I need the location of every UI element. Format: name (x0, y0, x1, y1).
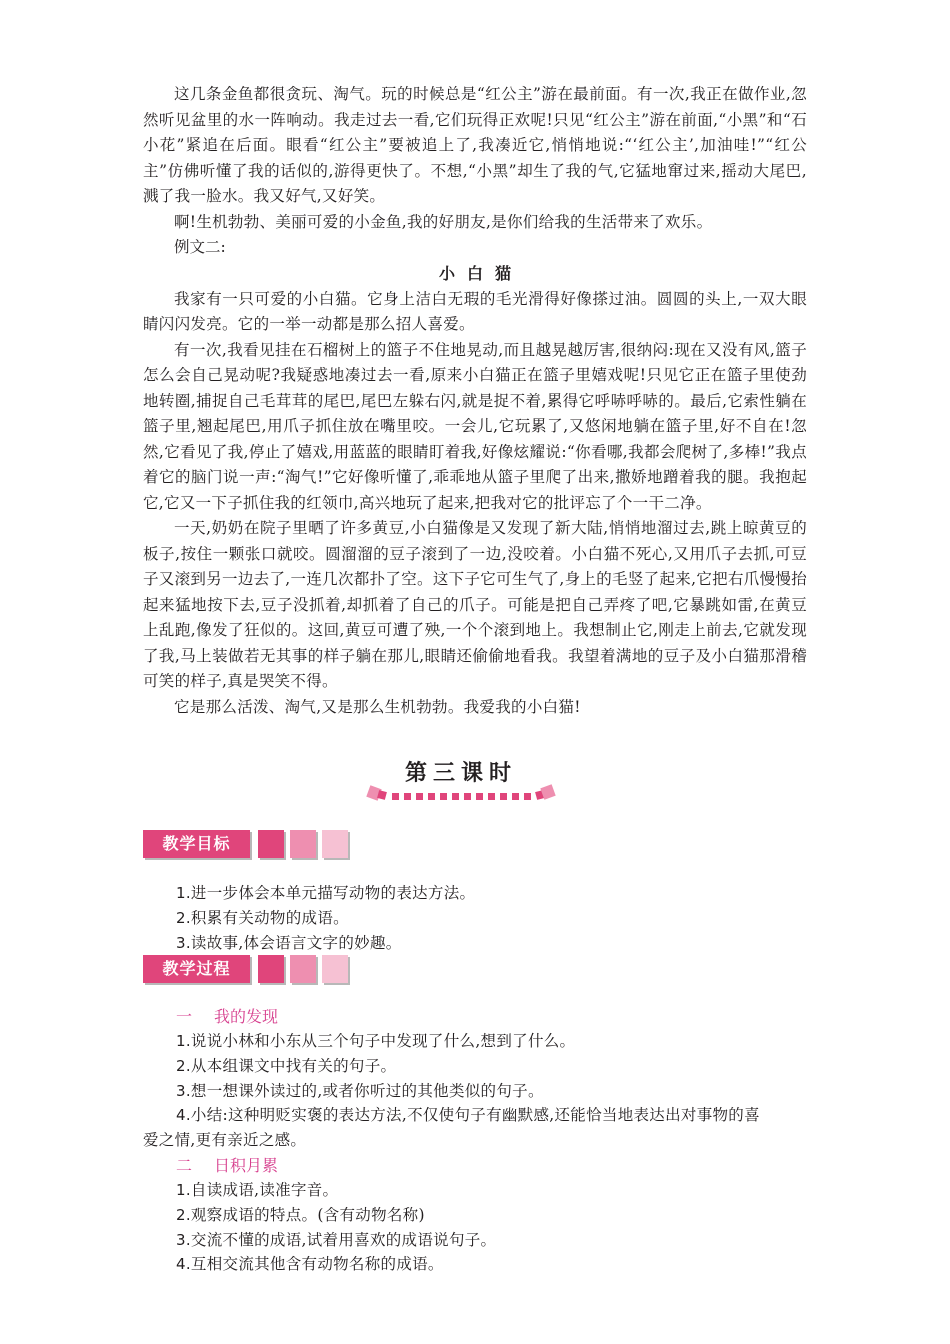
list-item: 2.观察成语的特点。(含有动物名称) (176, 1205, 425, 1224)
list-item: 3.想一想课外读过的,或者你听过的其他类似的句子。 (176, 1081, 544, 1100)
list-item: 1.自读成语,读准字音。 (176, 1180, 339, 1199)
process-label: 教学过程 (143, 955, 250, 983)
list-item: 1.进一步体会本单元描写动物的表达方法。 (176, 884, 476, 902)
list-item: 1.说说小林和小东从三个句子中发现了什么,想到了什么。 (176, 1032, 576, 1050)
essay-two-label: 例文二: (174, 238, 226, 256)
essay-one-paragraph-2: 啊!生机勃勃、美丽可爱的小金鱼,我的好朋友,是你们给我的生活带来了欢乐。 (174, 212, 713, 231)
essay-two-paragraph-4: 它是那么活泼、淘气,又是那么生机勃勃。我爱我的小白猫! (174, 697, 581, 716)
banner-decoration-icon (366, 782, 556, 804)
header-square-light (322, 830, 348, 858)
header-square-dark (258, 830, 284, 858)
essay-one-paragraph-1: 这几条金鱼都很贪玩、淘气。玩的时候总是“红公主”游在最前面。有一次,我正在做作业,忽然听见盆里的水一阵响动。我走过去一看,它们玩得正欢呢!只见“红公主”游在前面,“小黑”和“石小花”紧追在后面。眼看“红公主”要被追上了,我凑近它,悄悄地说:“‘红公主’,加油哇!”“红公主”仿佛听懂了我的话似的,游得更快了。不想,“小黑”却生了我的气,它猛地窜过来,摇动大尾巴,溅了我一脸水。我又好气,又好笑。 (143, 85, 807, 205)
goals-label: 教学目标 (143, 830, 250, 858)
header-square-mid (290, 955, 316, 983)
list-item: 4.小结:这种明贬实褒的表达方法,不仅使句子有幽默感,还能恰当地表达出对事物的喜 (176, 1106, 760, 1125)
process-list (143, 1004, 807, 1277)
essay-two-paragraph-2: 有一次,我看见挂在石榴树上的篮子不住地晃动,而且越晃越厉害,很纳闷:现在又没有风,篮子怎么会自己晃动呢?我疑惑地凑过去一看,原来小白猫正在篮子里嬉戏呢!只见它正在篮子里使劲地转圈,捕捉自己毛茸茸的尾巴,尾巴左躲右闪,就是捉不着,累得它呼哧呼哧的。最后,它索性躺在篮子里,翘起尾巴,用爪子抓住放在嘴里咬。一会儿,它玩累了,又悠闲地躺在篮子里,好不自在!忽然,它看见了我,停止了嬉戏,用蓝蓝的眼睛盯着我,好像炫耀说:“你看哪,我都会爬树了,多棒!”我点着它的脑门说一声:“淘气!”它好像听懂了,乖乖地从篮子里爬了出来,撒娇地蹭着我的腿。我抱起它,它又一下子抓住我的红领巾,高兴地玩了起来,把我对它的批评忘了个一干二净。 (143, 340, 807, 512)
list-item: 3.交流不懂的成语,试着用喜欢的成语说句子。 (176, 1230, 497, 1249)
essay-block (143, 82, 807, 720)
header-square-dark (258, 955, 284, 983)
list-item: 3.读故事,体会语言文字的妙趣。 (176, 933, 402, 952)
goals-header (143, 830, 363, 860)
header-square-light (322, 955, 348, 983)
list-item: 4.互相交流其他含有动物名称的成语。 (176, 1255, 444, 1274)
essay-two-paragraph-3: 一天,奶奶在院子里晒了许多黄豆,小白猫像是又发现了新大陆,悄悄地溜过去,跳上晾黄豆的板子,按住一颗张口就咬。圆溜溜的豆子滚到了一边,没咬着。小白猫不死心,又用爪子去抓,可豆子又滚到另一边去了,一连几次都扑了空。这下子它可生气了,身上的毛竖了起来,它把右爪慢慢抬起来猛地按下去,豆子没抓着,却抓着了自己的爪子。可能是把自己弄疼了吧,它暴跳如雷,在黄豆上乱跑,像发了狂似的。这回,黄豆可遭了殃,一个个滚到地上。我想制止它,刚走上前去,它就发现了我,马上装做若无其事的样子躺在那儿,眼睛还偷偷地看我。我望着满地的豆子及小白猫那滑稽可笑的样子,真是哭笑不得。 (143, 519, 807, 690)
list-item: 2.从本组课文中找有关的句子。 (176, 1056, 397, 1075)
essay-two-paragraph-1: 我家有一只可爱的小白猫。它身上洁白无瑕的毛光滑得好像搽过油。圆圆的头上,一双大眼睛闪闪发亮。它的一举一动都是那么招人喜爱。 (143, 289, 807, 333)
process-header (143, 955, 363, 985)
lesson-title: 第三课时 (404, 761, 517, 786)
section-heading-accumulation: 二 日积月累 (176, 1155, 279, 1175)
list-item-continuation: 爱之情,更有亲近之感。 (143, 1131, 307, 1150)
list-item: 2.积累有关动物的成语。 (176, 908, 349, 927)
lesson-banner (366, 752, 556, 804)
section-heading-discovery: 一 我的发现 (176, 1007, 279, 1026)
essay-two-title: 小白猫 (438, 263, 523, 283)
goals-list (143, 881, 807, 955)
header-square-mid (290, 830, 316, 858)
